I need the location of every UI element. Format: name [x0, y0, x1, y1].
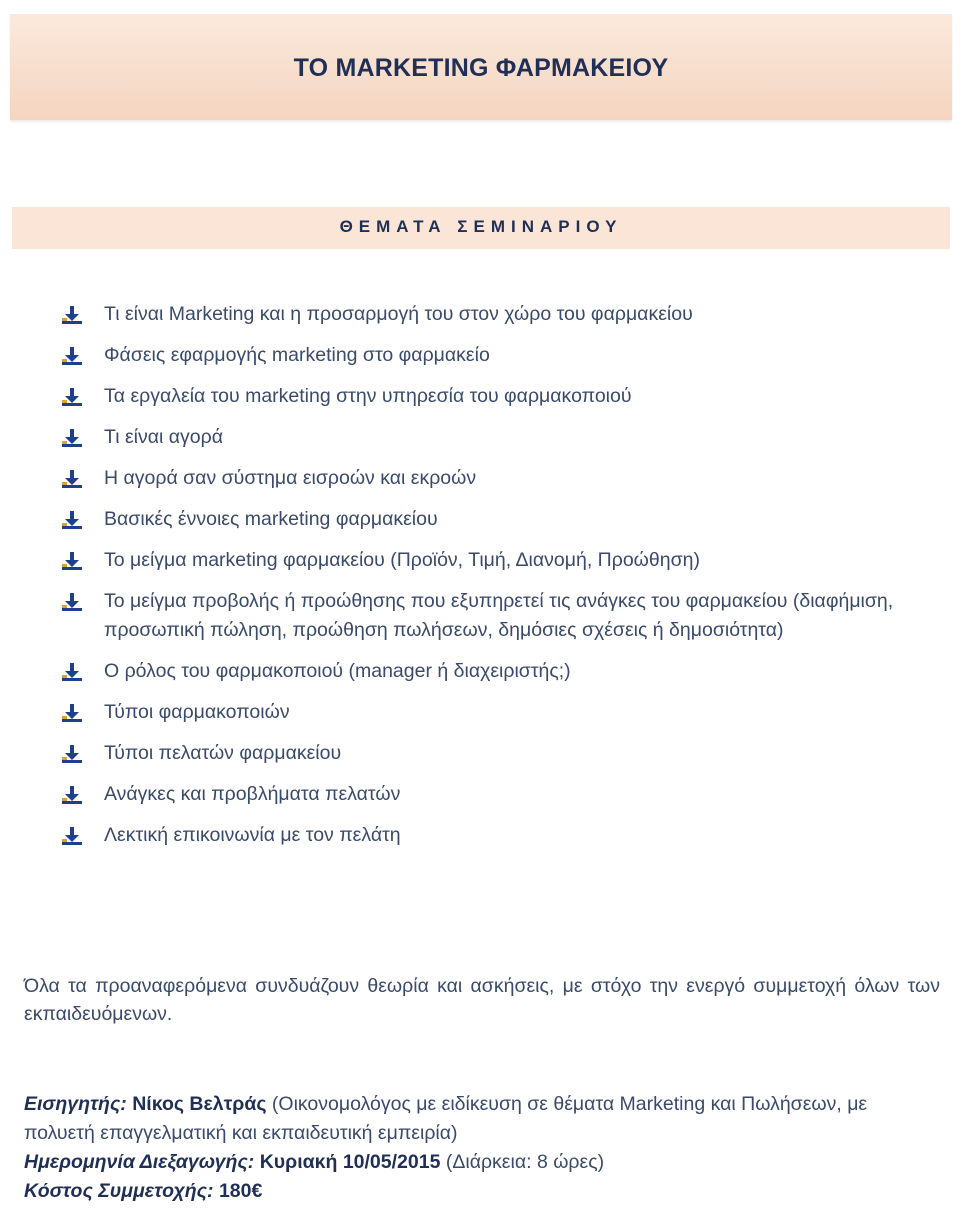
list-item [60, 587, 920, 645]
list-item [60, 546, 920, 575]
speaker-line [24, 1090, 940, 1148]
topic-text: Τύποι φαρμακοποιών [104, 701, 290, 723]
date-label: Ημερομηνία Διεξαγωγής: [24, 1151, 255, 1173]
list-item [60, 464, 920, 493]
topic-text: Ανάγκες και προβλήματα πελατών [104, 783, 401, 805]
list-item [60, 657, 920, 686]
date-line [24, 1148, 940, 1177]
arrow-down-icon [60, 469, 84, 489]
arrow-down-icon [60, 510, 84, 530]
topic-text: Τι είναι αγορά [104, 426, 223, 448]
cost-line [24, 1177, 940, 1206]
topic-text: Τα εργαλεία του marketing στην υπηρεσία του φαρμακοποιού [104, 385, 632, 407]
topic-text: Το μείγμα προβολής ή προώθησης που εξυπηρετεί τις ανάγκες του φαρμακείου (διαφήμιση, προσωπική πώληση, προώθηση πωλήσεων, δημόσιες σχέσεις ή δημοσιότητα) [104, 590, 894, 641]
arrow-down-icon [60, 785, 84, 805]
topic-text: Φάσεις εφαρμογής marketing στο φαρμακείο [104, 344, 490, 366]
section-banner [12, 207, 950, 249]
topic-text: Βασικές έννοιες marketing φαρμακείου [104, 508, 438, 530]
date-value: Κυριακή 10/05/2015 [259, 1151, 441, 1173]
page-title: ΤΟ MARKETING ΦΑΡΜΑΚΕΙΟΥ [293, 54, 669, 82]
topic-text: Ο ρόλος του φαρμακοποιού (manager ή διαχειριστής;) [104, 660, 571, 682]
list-item [60, 821, 920, 850]
arrow-down-icon [60, 551, 84, 571]
arrow-down-icon [60, 703, 84, 723]
cost-value: 180€ [218, 1180, 263, 1202]
topic-text: Η αγορά σαν σύστημα εισροών και εκροών [104, 467, 477, 489]
duration-text: (Διάρκεια: 8 ώρες) [445, 1151, 605, 1173]
arrow-down-icon [60, 592, 84, 612]
list-item [60, 382, 920, 411]
list-item [60, 300, 920, 329]
topic-text: Τύποι πελατών φαρμακείου [104, 742, 342, 764]
section-heading: ΘΕΜΑΤΑ ΣΕΜΙΝΑΡΙΟΥ [339, 217, 623, 236]
arrow-down-icon [60, 662, 84, 682]
list-item [60, 423, 920, 452]
topic-text: Λεκτική επικοινωνία με τον πελάτη [104, 824, 401, 846]
speaker-label: Εισηγητής: [24, 1093, 127, 1115]
seminar-info [24, 1090, 940, 1206]
title-banner [10, 14, 952, 120]
summary-text: Όλα τα προαναφερόμενα συνδυάζουν θεωρία και ασκήσεις, με στόχο την ενεργό συμμετοχή όλων των εκπαιδευόμενων. [24, 975, 940, 1025]
topic-text: Τι είναι Marketing και η προσαρμογή του στον χώρο του φαρμακείου [104, 303, 693, 325]
list-item [60, 780, 920, 809]
list-item [60, 505, 920, 534]
arrow-down-icon [60, 744, 84, 764]
arrow-down-icon [60, 346, 84, 366]
topic-list [60, 300, 920, 862]
arrow-down-icon [60, 428, 84, 448]
speaker-description: (Οικονομολόγος με ειδίκευση σε θέματα Marketing και Πωλήσεων, με πολυετή επαγγελματική και εκπαιδευτική εμπειρία) [24, 1093, 868, 1144]
topic-text: Το μείγμα marketing φαρμακείου (Προϊόν, Τιμή, Διανομή, Προώθηση) [104, 549, 700, 571]
speaker-name: Νίκος Βελτράς [132, 1093, 267, 1115]
arrow-down-icon [60, 305, 84, 325]
list-item [60, 739, 920, 768]
cost-label: Κόστος Συμμετοχής: [24, 1180, 214, 1202]
list-item [60, 698, 920, 727]
list-item [60, 341, 920, 370]
arrow-down-icon [60, 826, 84, 846]
arrow-down-icon [60, 387, 84, 407]
